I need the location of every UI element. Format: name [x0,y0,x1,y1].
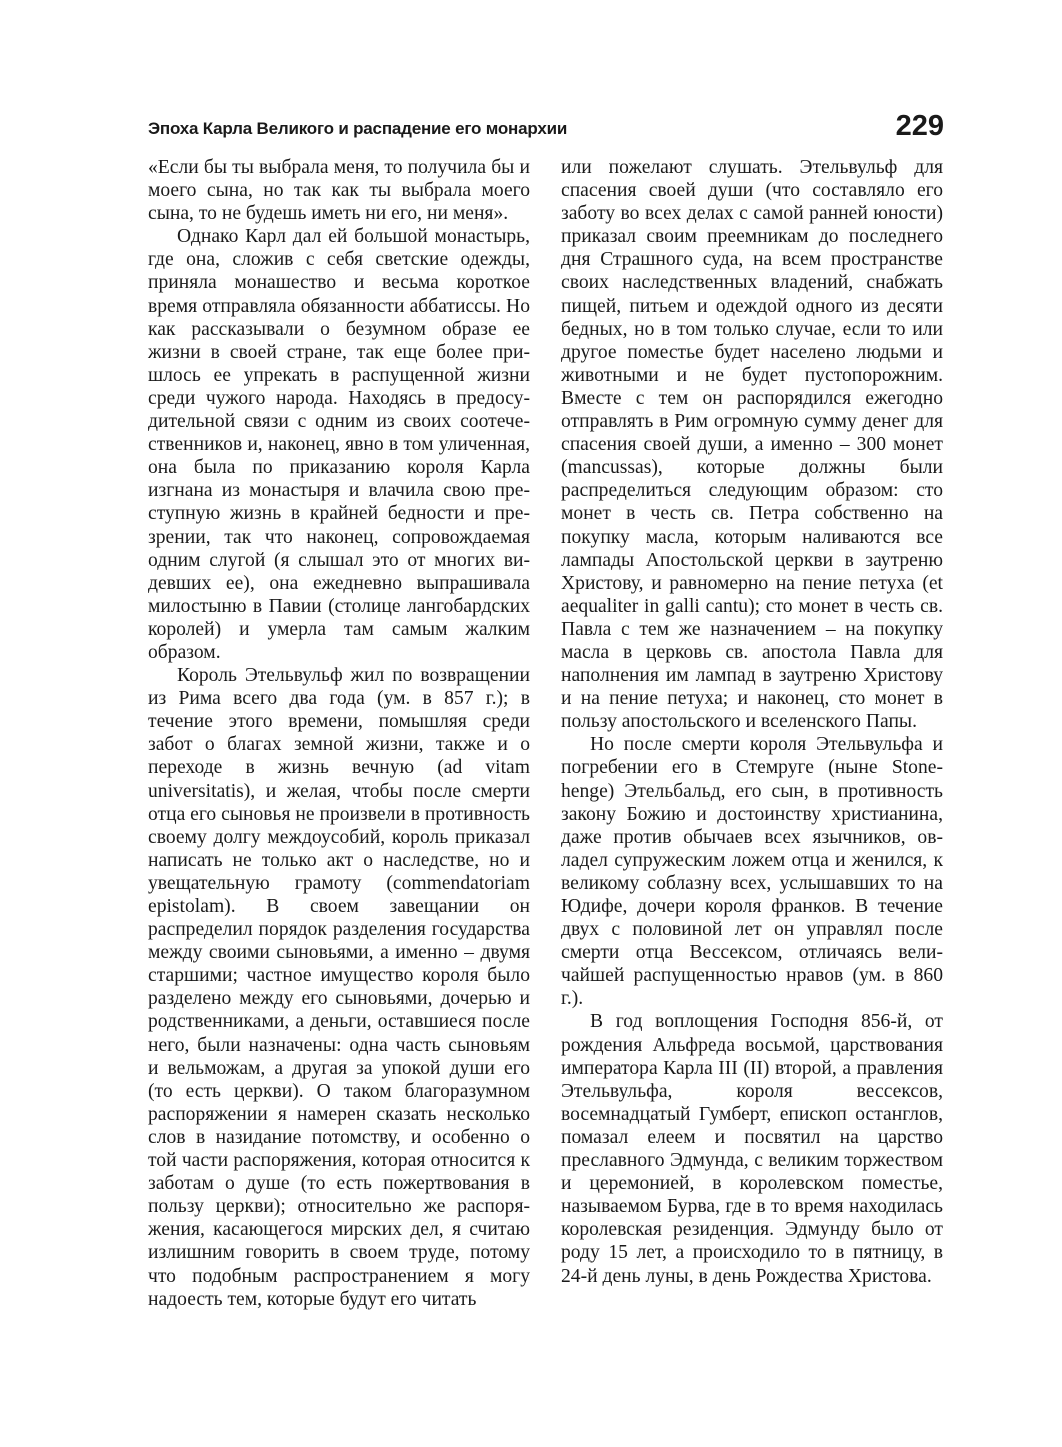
paragraph: «Если бы ты выбрала меня, то получила бы и моего сына, но так как ты выбрала моего сына, то не будешь иметь ни его, ни меня». [148,157,530,225]
right-column [561,156,943,1288]
left-column [148,156,530,1311]
paragraph: Однако Карл дал ей большой монастырь, где она, сложив с себя светские одежды, приняла монашество и весьма короткое время отправляла обязанности аббатиссы. Но как рассказывали о безумном образе ее жизни в своей стране, так еще более пришлось ее упрекать в распущенной жизни среди чужого народа. Находясь в предосудительной связи с одним из своих соотечественников и, наконец, явно в том уличенная, она была по приказанию короля Карла изгнана из монастыря и влачила свою преступную жизнь в крайней бедности и презрении, так что наконец, сопровождаемая одним слугой (я слышал это от многих видевших ее), она ежедневно выпрашивала милостыню в Павии (столице лангобардских королей) и умерла там самым жалким образом. [148,226,530,663]
paragraph: Но после смерти короля Этельвульфа и погребении его в Стемруге (ныне Stonehenge) Этельбальд, его сын, в противность закону Божию и достоинству христианина, даже против обычаев всех язычников, овладел супружеским ложем отца и женился, к великому соблазну всех, услышавших то на Юдифе, дочери короля франков. В течение двух с половиной лет он управлял после смерти отца Вессексом, отличаясь величайшей распущенностью нравов (ум. в 860 г.). [561,734,943,1010]
page-number: 229 [895,110,944,142]
running-head: Эпоха Карла Великого и распадение его монархии [148,119,568,138]
paragraph: Король Этельвульф жил по возвращении из Рима всего два года (ум. в 857 г.); в течение этого времени, помышляя среди забот о благах земной жизни, также и о переходе в жизнь вечную (ad vitam universitatis), и желая, чтобы после смерти отца его сыновья не произвели в противность своему долгу междоусобий, король приказал написать не только акт о наследстве, но и увещательную грамоту (commendatoriam epistolam). В своем завещании он распределил порядок разделения государства между своими сыновьями, а именно – двумя старшими; частное имущество короля было разделено между его сыновьями, дочерью и родственниками, а деньги, оставшиеся после него, были назначены: одна часть сыновьям и вельможам, а другая за упокой души его (то есть церкви). О таком благоразумном распоряжении я намерен сказать несколько слов в назидание потомству, и особенно о той части распоряжения, которая относится к заботам о душе (то есть пожертвования в пользу церкви); относительно же распоряжения, касающегося мирских дел, я считаю излишним говорить в своем труде, потому что подобным распространением я могу надоесть тем, которые будут его читать [148,665,530,1310]
paragraph: или пожелают слушать. Этельвульф для спасения своей души (что составляло его заботу во всех делах с самой ранней юности) приказал своим преемникам до последнего дня Страшного суда, на всем пространстве своих наследственных владений, снабжать пищей, питьем и одеждой одного из десяти бедных, но в том только случае, если то или другое поместье будет населено людьми и животными и не будет пустопорожним. Вместе с тем он распорядился ежегодно отправлять в Рим огромную сумму денег для спасения своей души, а именно – 300 монет (mancussas), которые должны были распределиться следующим образом: сто монет в честь св. Петра собственно на покупку масла, которым наливаются все лампады Апостольской церкви в заутреню Христову, и равномерно на пение петуха (et aequaliter in galli cantu); сто монет в честь св. Павла с тем же назначением – на покупку масла в церковь св. апостола Павла для наполнения им лампад в заутреню Христову и на пение петуха; и наконец, сто монет в пользу апостольского и вселенского Папы. [561,157,943,733]
page-header [148,112,944,148]
paragraph: В год воплощения Господня 856-й, от рождения Альфреда восьмой, царствования императора Карла III (II) второй, а правления Этельвульфа, короля вессексов, восемнадцатый Гумберт, епископ останглов, помазал елеем и посвятил на царство преславного Эдмунда, с великим торжеством и церемонией, в королевском поместье, называемом Бурва, где в то время находилась королевская резиденция. Эдмунду было от роду 15 лет, а происходило то в пятницу, в 24-й день луны, в день Рождества Христова. [561,1011,943,1287]
